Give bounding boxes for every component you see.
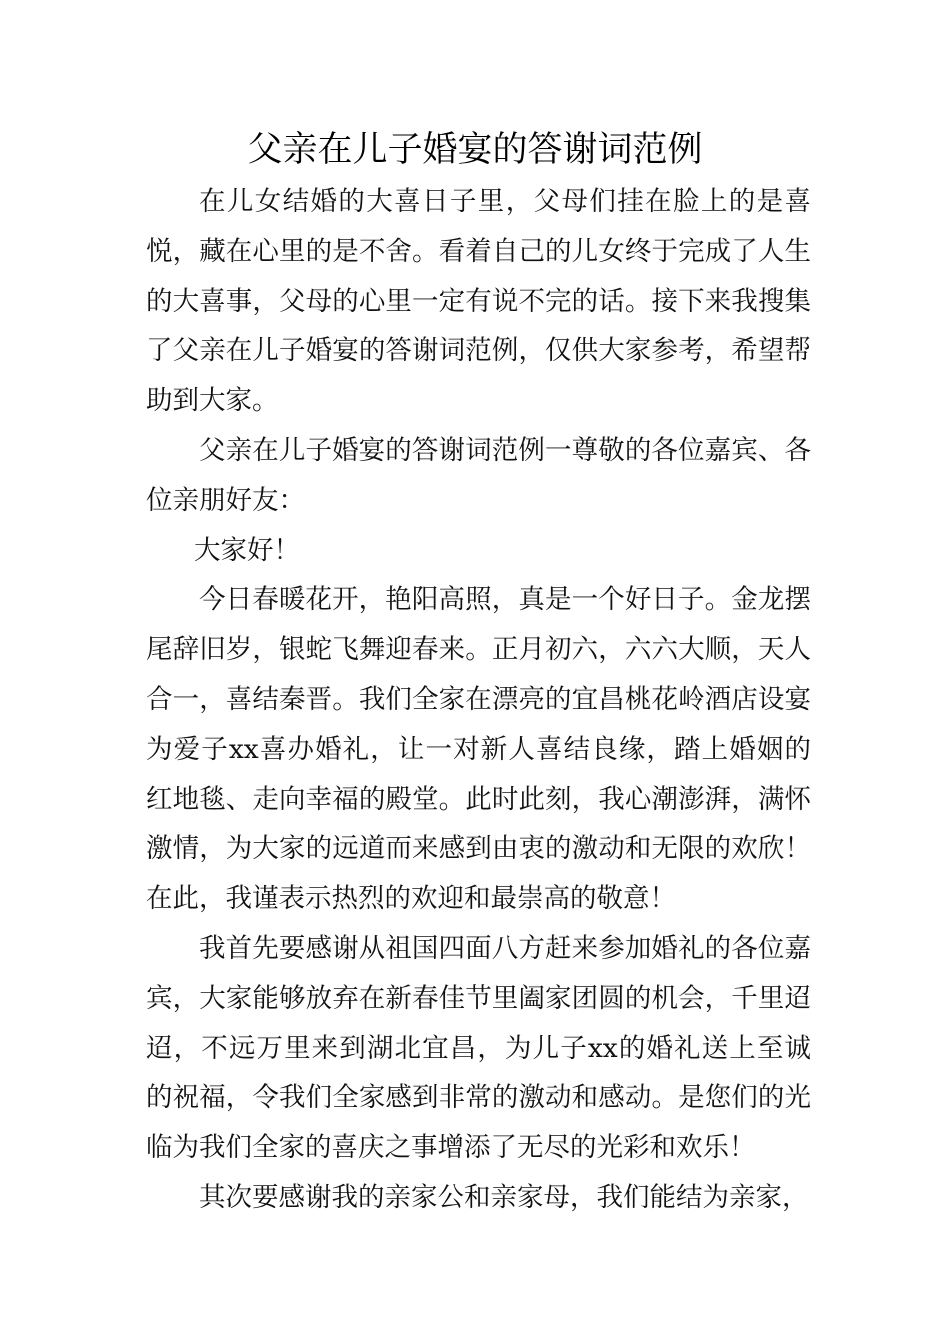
- paragraph-thanks-guests: 我首先要感谢从祖国四面八方赶来参加婚礼的各位嘉宾，大家能够放弃在新春佳节里阖家团圆的机会，千里迢迢，不远万里来到湖北宜昌，为儿子xx的婚礼送上至诚的祝福，令我们全家感到非常的激动和感动。是您们的光临为我们全家的喜庆之事增添了无尽的光彩和欢乐！: [146, 932, 811, 1164]
- paragraph-intro: 在儿女结婚的大喜日子里，父母们挂在脸上的是喜悦，藏在心里的是不舍。看着自己的儿女终于完成了人生的大喜事，父母的心里一定有说不完的话。接下来我搜集了父亲在儿子婚宴的答谢词范例，仅供大家参考，希望帮助到大家。: [146, 186, 811, 417]
- document-title: 父亲在儿子婚宴的答谢词范例: [247, 130, 703, 170]
- paragraph-thanks-in-laws: 其次要感谢我的亲家公和亲家母，我们能结为亲家，: [199, 1181, 809, 1213]
- paragraph-salutation: 父亲在儿子婚宴的答谢词范例一尊敬的各位嘉宾、各位亲朋好友：: [146, 434, 811, 516]
- paragraph-greeting: 大家好！: [194, 534, 300, 566]
- paragraph-spring: 今日春暖花开，艳阳高照，真是一个好日子。金龙摆尾辞旧岁，银蛇飞舞迎春来。正月初六，六六大顺，天人合一，喜结秦晋。我们全家在漂亮的宜昌桃花岭酒店设宴为爱子xx喜办婚礼，让一对新人喜结良缘，踏上婚姻的红地毯、走向幸福的殿堂。此时此刻，我心潮澎湃，满怀激情，为大家的远道而来感到由衷的激动和无限的欢欣！在此，我谨表示热烈的欢迎和最崇高的敬意！: [146, 584, 811, 915]
- document-body: [146, 177, 811, 1223]
